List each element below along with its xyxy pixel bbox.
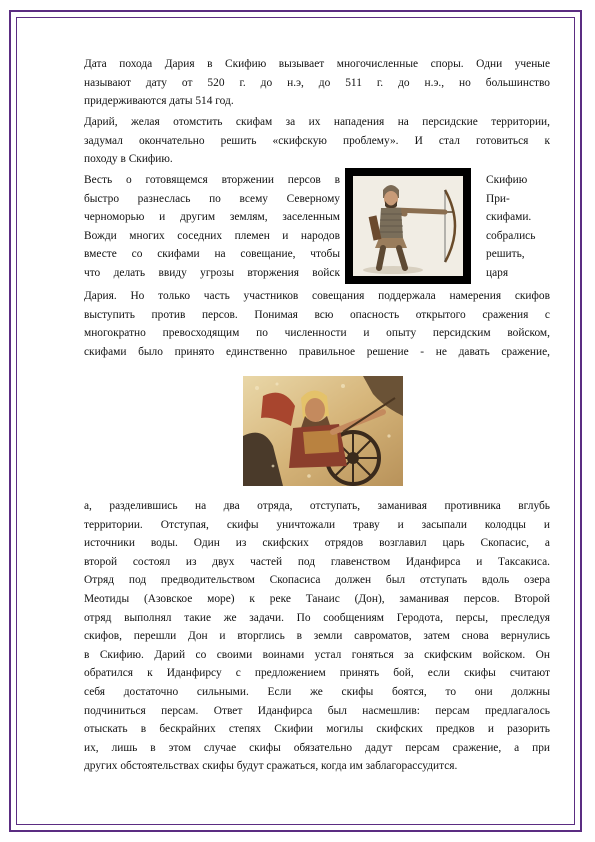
text-line: царя [486, 266, 509, 279]
scythian-archer-image [345, 168, 471, 284]
text-line: источники воды. Один из скифских отрядов возглавил царь Скопасис, а [84, 537, 550, 550]
text-line: других обстоятельствах скифы будут сражаться, когда им заблагорассудится. [84, 760, 458, 773]
text-line: называют дату от 520 г. до н.э, до 511 г. до н.э., но большинство [84, 76, 550, 89]
wrap-text-left [84, 171, 340, 283]
text-line: себя достаточно сильными. Если же скифы боятся, то они должны [84, 685, 550, 698]
text-line: Дарий, желая отомстить скифам за их нападения на персидские территории, [84, 116, 550, 128]
text-line: скифами было принято единственно правильное решение - не давать сражение, [84, 345, 550, 358]
text-line: черноморью и другим землям, заселенным [84, 211, 340, 224]
text-line: отряд выполнял такие же задачи. По сообщениям Геродота, персы, преследуя [84, 611, 550, 624]
text-line: Дата похода Дария в Скифию вызывает многочисленные споры. Одни ученые [84, 58, 550, 70]
text-line: решить, [486, 248, 525, 261]
text-line: Вожди многих соседних племен и народов [84, 229, 340, 242]
text-line: второй состоял из двух частей под главенством Иданфирса и Таксакиса. [84, 555, 550, 568]
mosaic-drawing [243, 376, 403, 486]
text-line: выступить против персов. Понимая всю опасность открытого сражения с [84, 308, 550, 321]
battle-mosaic-image [243, 376, 403, 486]
text-line: в Скифию. Дарий со своими воинами устал гоняться за скифским войском. Он [84, 648, 550, 661]
wrap-text-right [486, 171, 550, 283]
paragraph-3 [84, 287, 550, 361]
paragraph-4 [84, 497, 550, 776]
text-line: обратился к Иданфирсу с предложением принять бой, если скифы считают [84, 667, 550, 680]
text-line: Отряд под предводительством Скопасиса должен был отступать вдоль озера [84, 574, 550, 587]
text-line: скифами. [486, 211, 532, 224]
archer-drawing [353, 176, 463, 276]
text-line: а, разделившись на два отряда, отступать, заманивая противника вглубь [84, 500, 550, 512]
text-line: походу в Скифию. [84, 153, 173, 166]
text-line: скифов, перешли Дон и вторглись в земли савроматов, затем снова вернулись [84, 630, 550, 643]
text-line: Скифию [486, 174, 528, 186]
text-line: Меотиды (Азовское море) к реке Танаис (Дон), заманивая персов. Второй [84, 592, 550, 605]
paragraph-1 [84, 55, 550, 111]
text-line: что делать ввиду угрозы вторжения войск [84, 266, 340, 279]
text-line: вместе со скифами на совещание, чтобы [84, 248, 340, 261]
text-line: многократно превосходящим по численности и опыту персидским войском, [84, 327, 550, 340]
text-line: территории. Отступая, скифы уничтожали траву и засыпали колодцы и [84, 518, 550, 531]
text-line: быстро разнеслась по всему Северному [84, 192, 340, 205]
text-line: задумал окончательно решить «скифскую проблему». И стал готовиться к [84, 134, 550, 147]
text-line: придерживаются даты 514 год. [84, 95, 234, 108]
text-line: подчиниться персам. Ответ Иданфирса был насмешлив: персам предлагалось [84, 704, 550, 717]
text-line: При- [486, 192, 510, 205]
text-line: отыскать в бескрайних степях Скифии могилы скифских предков и разорить [84, 723, 550, 736]
text-line: собрались [486, 229, 536, 242]
paragraph-2 [84, 113, 550, 169]
text-line: их, лишь в этом случае скифы обязательно дадут персам сражение, а при [84, 741, 550, 754]
text-line: Дария. Но только часть участников совещания поддержала намерения скифов [84, 290, 550, 302]
text-line: Весть о готовящемся вторжении персов в [84, 174, 340, 186]
